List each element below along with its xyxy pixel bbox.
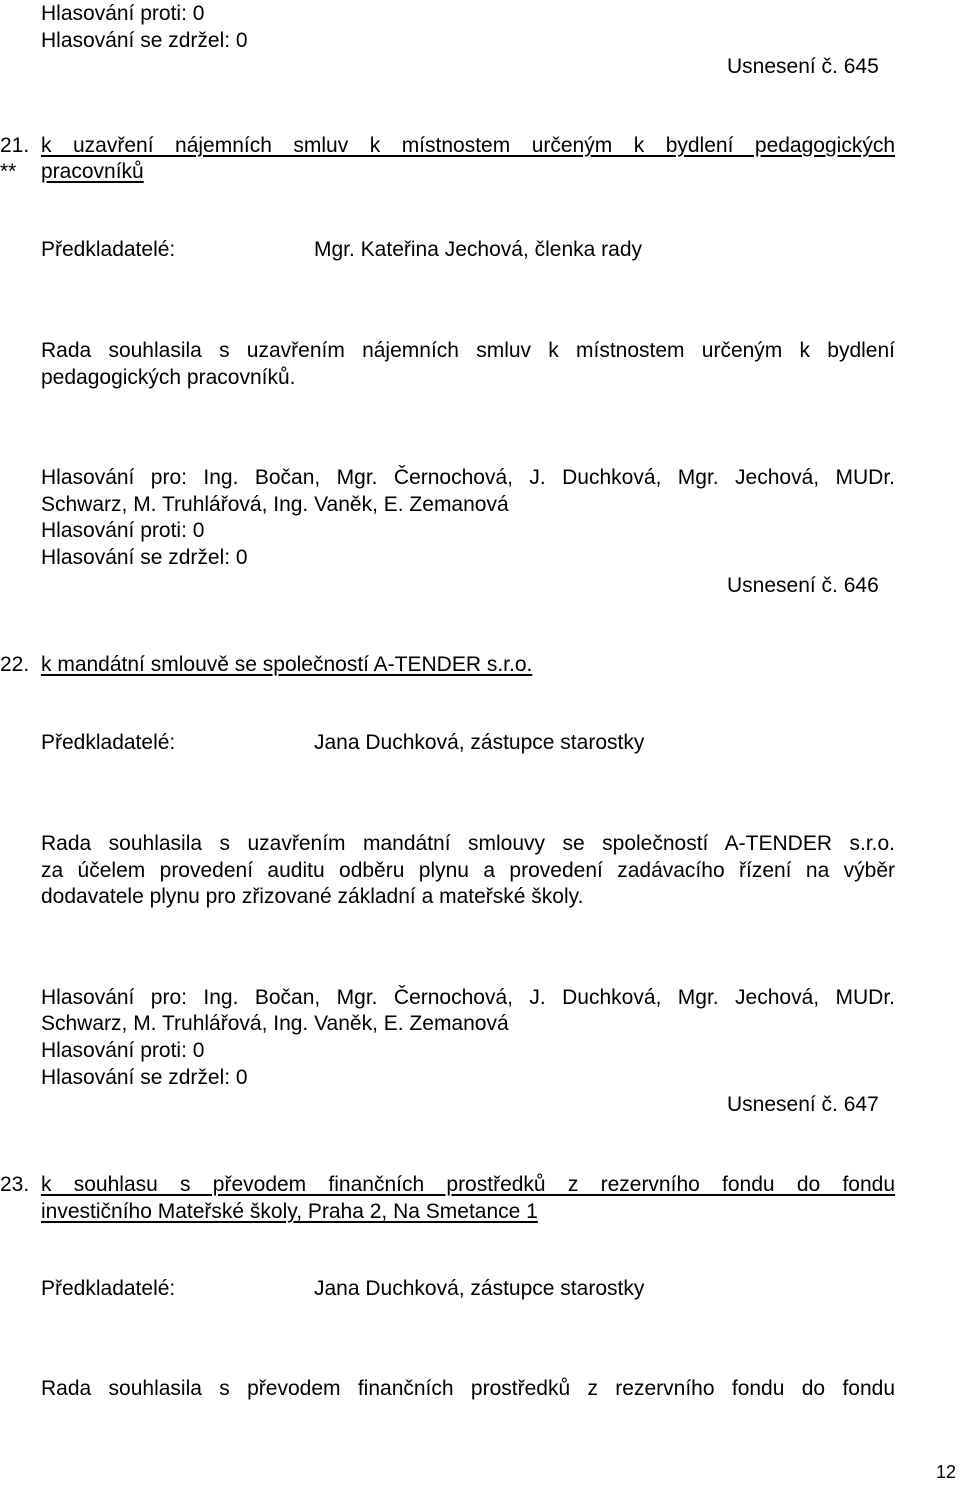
- presenter-name: Jana Duchková, zástupce starostky: [314, 1277, 645, 1300]
- vote-for: Schwarz, M. Truhlářová, Ing. Vaněk, E. Zemanová: [41, 493, 509, 516]
- resolution-text: Rada souhlasila s uzavřením nájemních smluv k místnostem určeným k bydlení: [41, 339, 895, 362]
- vote-abstain: Hlasování se zdržel: 0: [41, 1066, 248, 1089]
- vote-abstain: Hlasování se zdržel: 0: [41, 29, 248, 52]
- item-title: k mandátní smlouvě se společností A-TENDER s.r.o.: [41, 653, 533, 676]
- item-number: 22.: [0, 653, 30, 676]
- presenter-name: Mgr. Kateřina Jechová, členka rady: [314, 238, 643, 261]
- vote-against: Hlasování proti: 0: [41, 1039, 205, 1062]
- resolution-text: za účelem provedení auditu odběru plynu a provedení zadávacího řízení na výběr: [41, 859, 895, 882]
- resolution-text: dodavatele plynu pro zřizované základní a mateřské školy.: [41, 885, 584, 908]
- presenter-label: Předkladatelé:: [41, 731, 176, 754]
- resolution-number: Usnesení č. 646: [727, 574, 879, 597]
- resolution-number: Usnesení č. 645: [727, 55, 879, 78]
- presenter-name: Jana Duchková, zástupce starostky: [314, 731, 645, 754]
- resolution-number: Usnesení č. 647: [727, 1093, 879, 1116]
- vote-against: Hlasování proti: 0: [41, 519, 205, 542]
- item-title: investičního Mateřské školy, Praha 2, Na Smetance 1: [41, 1200, 538, 1223]
- item-number: 21.: [0, 134, 30, 157]
- resolution-text: Rada souhlasila s uzavřením mandátní smlouvy se společností A-TENDER s.r.o.: [41, 832, 895, 855]
- item-number: 23.: [0, 1173, 30, 1196]
- presenter-label: Předkladatelé:: [41, 1277, 176, 1300]
- item-stars: **: [0, 160, 17, 183]
- item-title: k souhlasu s převodem finančních prostředků z rezervního fondu do fondu: [41, 1173, 895, 1196]
- page-number: 12: [936, 1462, 957, 1482]
- presenter-label: Předkladatelé:: [41, 238, 176, 261]
- item-title: pracovníků: [41, 160, 144, 183]
- vote-abstain: Hlasování se zdržel: 0: [41, 546, 248, 569]
- resolution-text: Rada souhlasila s převodem finančních prostředků z rezervního fondu do fondu: [41, 1377, 895, 1400]
- resolution-text: pedagogických pracovníků.: [41, 366, 296, 389]
- item-title: k uzavření nájemních smluv k místnostem určeným k bydlení pedagogických: [41, 134, 895, 157]
- vote-for: Schwarz, M. Truhlářová, Ing. Vaněk, E. Zemanová: [41, 1012, 509, 1035]
- vote-for: Hlasování pro: Ing. Bočan, Mgr. Černochová, J. Duchková, Mgr. Jechová, MUDr.: [41, 986, 895, 1009]
- vote-for: Hlasování pro: Ing. Bočan, Mgr. Černochová, J. Duchková, Mgr. Jechová, MUDr.: [41, 466, 895, 489]
- vote-against: Hlasování proti: 0: [41, 2, 205, 25]
